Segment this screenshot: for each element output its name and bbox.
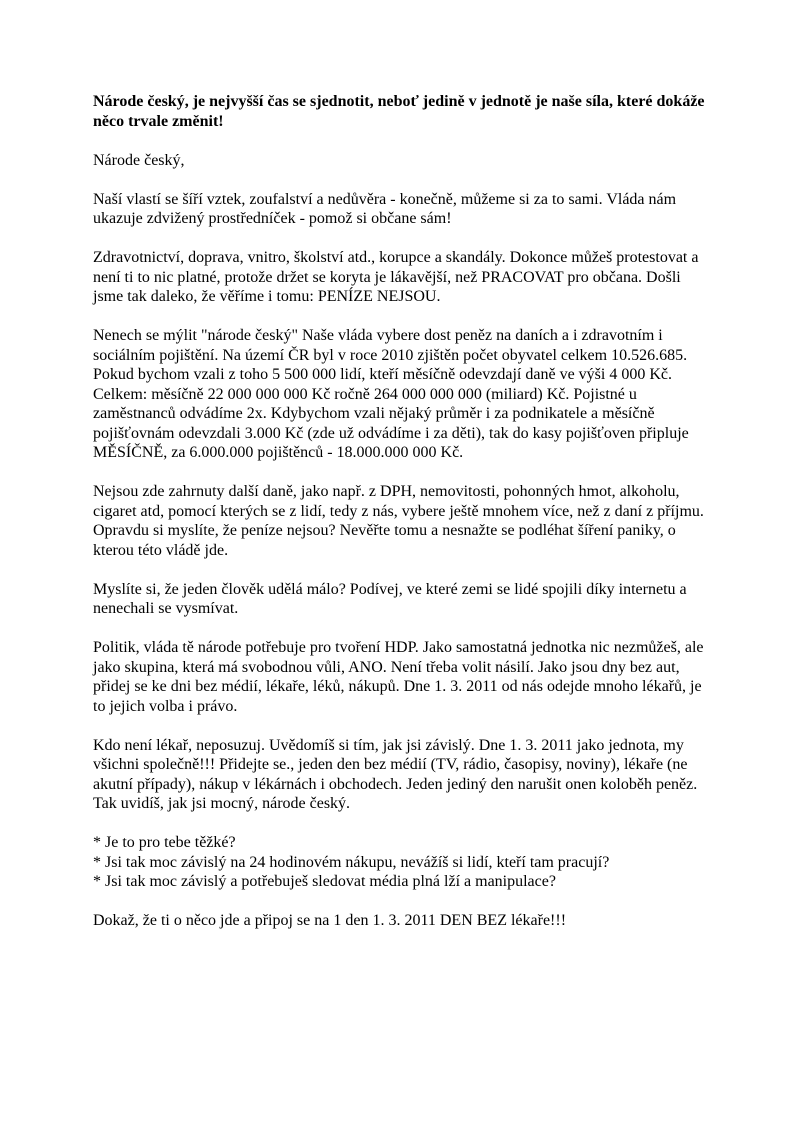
paragraph-taxes: Nenech se mýlit "národe český" Naše vláda vybere dost peněz na daních a i zdravotním i sociálním pojištění. Na území ČR byl v roce 2010 zjištěn počet obyvatel celkem 10.526.685. Pokud bychom vzali z toho 5 500 000 lidí, kteří měsíčně odevzdají daně ve výši 4 000 Kč. Celkem: měsíčně 22 000 000 000 Kč ročně 264 000 000 000 (miliard) Kč. Pojistné u zaměstnanců odvádíme 2x. Kdybychom vzali nějaký průměr i za podnikatele a měsíčně pojišťovnám odevzdali 3.000 Kč (zde už odvádíme i za děti), tak do kasy pojišťoven připluje MĚSÍČNĚ, za 6.000.000 pojištěnců - 18.000.000 000 Kč. <box>93 327 689 461</box>
closing-line: Dokaž, že ti o něco jde a připoj se na 1 den 1. 3. 2011 DEN BEZ lékaře!!! <box>93 912 567 929</box>
paragraph-other-taxes: Nejsou zde zahrnuty další daně, jako např. z DPH, nemovitosti, pohonných hmot, alkoholu, cigaret atd, pomocí kterých se z lidí, tedy z nás, vybere ještě mnohem více, než z daní z příjmu. Opravdu si myslíte, že peníze nejsou? Nevěřte tomu a nesnažte se podléhat šíření paniky, o kterou této vládě jde. <box>93 483 704 559</box>
paragraph-corruption: Zdravotnictví, doprava, vnitro, školství atd., korupce a skandály. Dokonce můžeš protestovat a není ti to nic platné, protože držet se koryta je lákavější, než PRACOVAT pro občana. Došli jsme tak daleko, že věříme i tomu: PENÍZE NEJSOU. <box>93 249 699 305</box>
document-content <box>93 92 713 950</box>
bullet-item: * Jsi tak moc závislý na 24 hodinovém nákupu, nevážíš si lidí, kteří tam pracují? <box>93 853 610 871</box>
document-title: Národe český, je nejvyšší čas se sjednotit, neboť jedině v jednotě je naše síla, které dokáže něco trvale změnit! <box>93 93 705 130</box>
bullet-item: * Jsi tak moc závislý a potřebuješ sledovat média plná lží a manipulace? <box>93 873 556 890</box>
paragraph-hdp: Politik, vláda tě národe potřebuje pro tvoření HDP. Jako samostatná jednotka nic nezmůžeš, ale jako skupina, která má svobodnou vůli, ANO. Není třeba volit násilí. Jako jsou dny bez aut, přidej se ke dni bez médií, lékaře, léků, nákupů. Dne 1. 3. 2011 od nás odejde mnoho lékařů, je to jejich volba i právo. <box>93 639 704 715</box>
paragraph-anger: Naší vlastí se šíří vztek, zoufalství a nedůvěra - konečně, můžeme si za to sami. Vláda nám ukazuje zdvižený prostředníček - pomož si občane sám! <box>93 190 677 227</box>
bullet-item: * Je to pro tebe těžké? <box>93 834 236 851</box>
salutation: Národe český, <box>93 151 185 169</box>
paragraph-doctors: Kdo není lékař, neposuzuj. Uvědomíš si tím, jak jsi závislý. Dne 1. 3. 2011 jako jednota, my všichni společně!!! Přidejte se., jeden den bez médií (TV, rádio, časopisy, noviny), lékaře (ne akutní případy), nákup v lékárnách i obchodech. Jeden jediný den narušit onen koloběh peněz. Tak uvidíš, jak jsi mocný, národe český. <box>93 736 698 812</box>
paragraph-one-person: Myslíte si, že jeden člověk udělá málo? Podívej, ve které zemi se lidé spojili díky internetu a nenechali se vysmívat. <box>93 580 687 617</box>
bullet-list <box>93 833 713 892</box>
